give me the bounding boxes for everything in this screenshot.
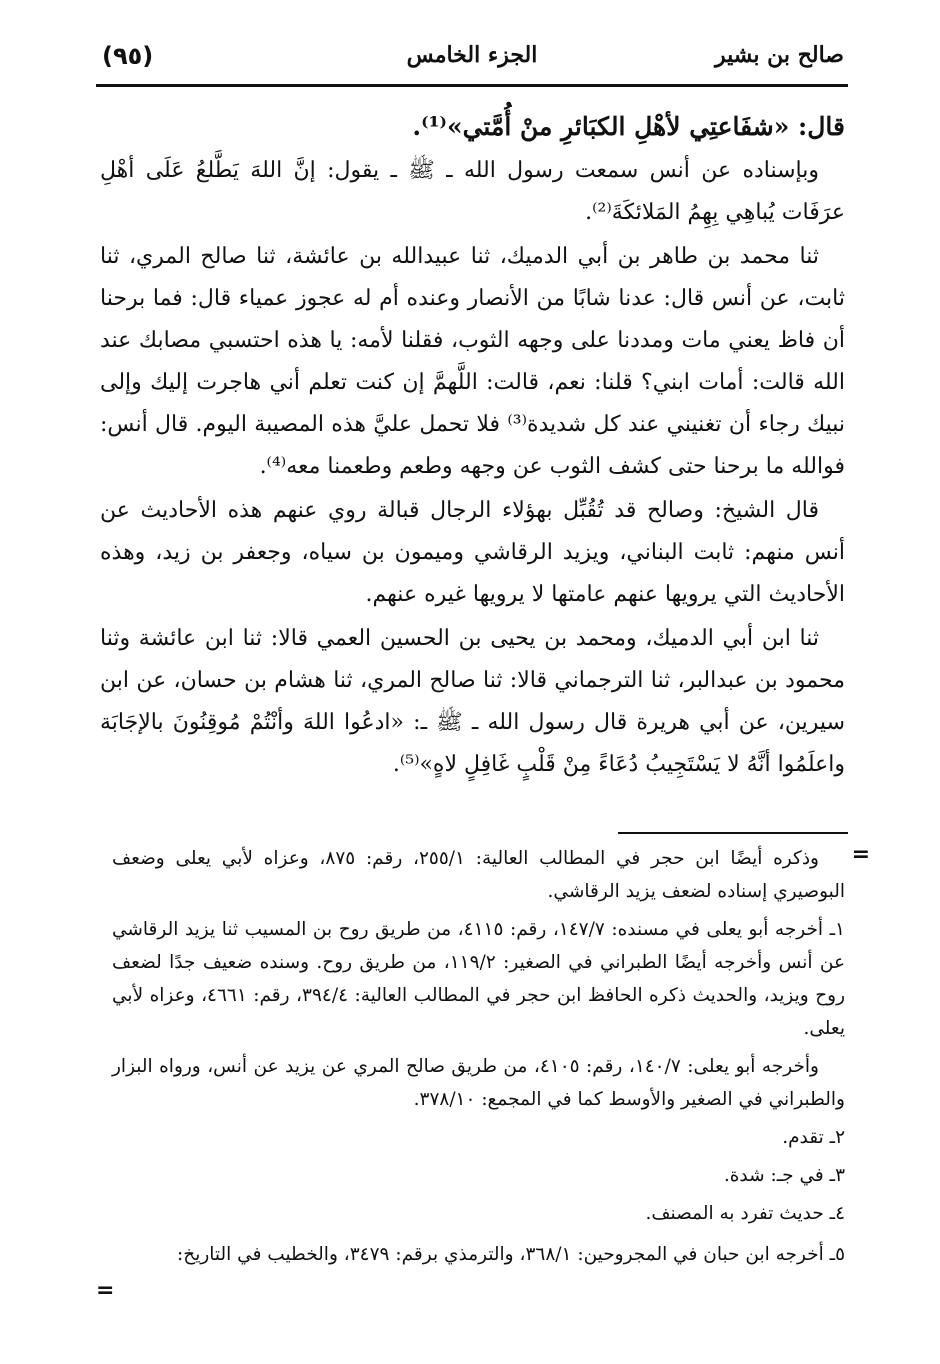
body-paragraph: ثنا محمد بن طاهر بن أبي الدميك، ثنا عبيدالله بن عائشة، ثنا صالح المري، ثنا ثابت، عن أنس قال: عدنا شابًا من الأنصار وعنده أم له عجوز عمياء قال: فما برحنا أن فاظ يعني مات ومددنا على وجهه الثوب، فقلنا لأمه: يا هذه احتسبي مصابك عند الله قالت: أمات ابني؟ قلنا: نعم، قالت: اللَّهمَّ إن كنت تعلم أني هاجرت إليك وإلى نبيك رجاء أن تغنيني عند كل شديدة⁽³⁾ فلا تحمل عليَّ هذه المصيبة اليوم. قال أنس: فوالله ما برحنا حتى كشف الثوب عن وجهه وطعم وطعمنا معه⁽⁴⁾.: [100, 244, 845, 479]
body-paragraph: قال: «شفَاعتِي لأهْلِ الكبَائرِ منْ أُمَّتي»⁽¹⁾.: [412, 112, 845, 141]
footnote: ٣ـ في جـ: شدة.: [723, 1165, 845, 1186]
footnote: وأخرجه أبو يعلى: ١٤٠/٧، رقم: ٤١٠٥، من طريق صالح المري عن يزيد عن أنس، ورواه البزار والطبراني في الصغير والأوسط كما في المجمع: ٣٧٨/١٠.: [112, 1056, 845, 1110]
footnote-rule: [618, 832, 848, 834]
footnote: ٤ـ حديث تفرد به المصنف.: [645, 1203, 845, 1224]
footnote: ١ـ أخرجه أبو يعلى في مسنده: ١٤٧/٧، رقم: ٤١١٥، من طريق روح بن المسيب ثنا يزيد الرقاشي عن أنس وأخرجه أيضًا الطبراني في الصغير: ١١٩/٢، من طريق روح. وسنده ضعيف جدًا لضعف روح ويزيد، والحديث ذكره الحافظ ابن حجر في المطالب العالية: ٣٩٤/٤، رقم: ٤٦٦١، وعزاه لأبي يعلى.: [112, 919, 846, 1039]
running-header: [96, 30, 848, 82]
main-text: [100, 106, 845, 788]
page-number: (٩٥): [102, 42, 154, 70]
body-paragraph: وبإسناده عن أنس سمعت رسول الله ـ ﷺ ـ يقول: إنَّ اللهَ يَطَّلعُ عَلَى أهْلِ عرَفَات يُباهِي بِهِمُ المَلائكَةَ⁽²⁾.: [100, 158, 845, 225]
footnote-continuation-mark: =: [851, 842, 870, 867]
body-paragraph: قال الشيخ: وصالح قد تُقُبِّل بهؤلاء الرجال قبالة روي عنهم هذه الأحاديث عن أنس منهم: ثابت البناني، ويزيد الرقاشي وميمون بن سياه، وجعفر بن زيد، وهذه الأحاديث التي يرويها عنهم عامتها لا يرويها غيره عنهم.: [100, 498, 845, 607]
footnote: ٥ـ أخرجه ابن حبان في المجروحين: ٣٦٨/١، والترمذي برقم: ٣٤٧٩، والخطيب في التاريخ:: [177, 1244, 845, 1265]
footnote-end-mark: =: [96, 1278, 115, 1303]
footnote: وذكره أيضًا ابن حجر في المطالب العالية: ٢٥٥/١، رقم: ٨٧٥، وعزاه لأبي يعلى وضعف البوصيري إسناده لضعف يزيد الرقاشي.: [112, 848, 845, 902]
footnote: ٢ـ تقدم.: [782, 1127, 845, 1148]
header-rule: [96, 84, 848, 87]
footnotes: [112, 842, 845, 1276]
part-title: الجزء الخامس: [406, 42, 538, 68]
author-name: صالح بن بشير: [714, 42, 844, 68]
body-paragraph: ثنا ابن أبي الدميك، ومحمد بن يحيى بن الحسين العمي قالا: ثنا ابن عائشة وثنا محمود بن عبدالبر، ثنا الترجماني قالا: ثنا صالح المري، ثنا هشام بن حسان، عن ابن سيرين، عن أبي هريرة قال رسول الله ـ ﷺ ـ: «ادعُوا اللهَ وأنْتُمْ مُوقِنُونَ بالإجَابَة واعلَمُوا أنَّهُ لا يَسْتَجِيبُ دُعَاءً مِنْ قَلْبٍ غَافِلٍ لاهٍ»⁽⁵⁾.: [100, 626, 845, 777]
